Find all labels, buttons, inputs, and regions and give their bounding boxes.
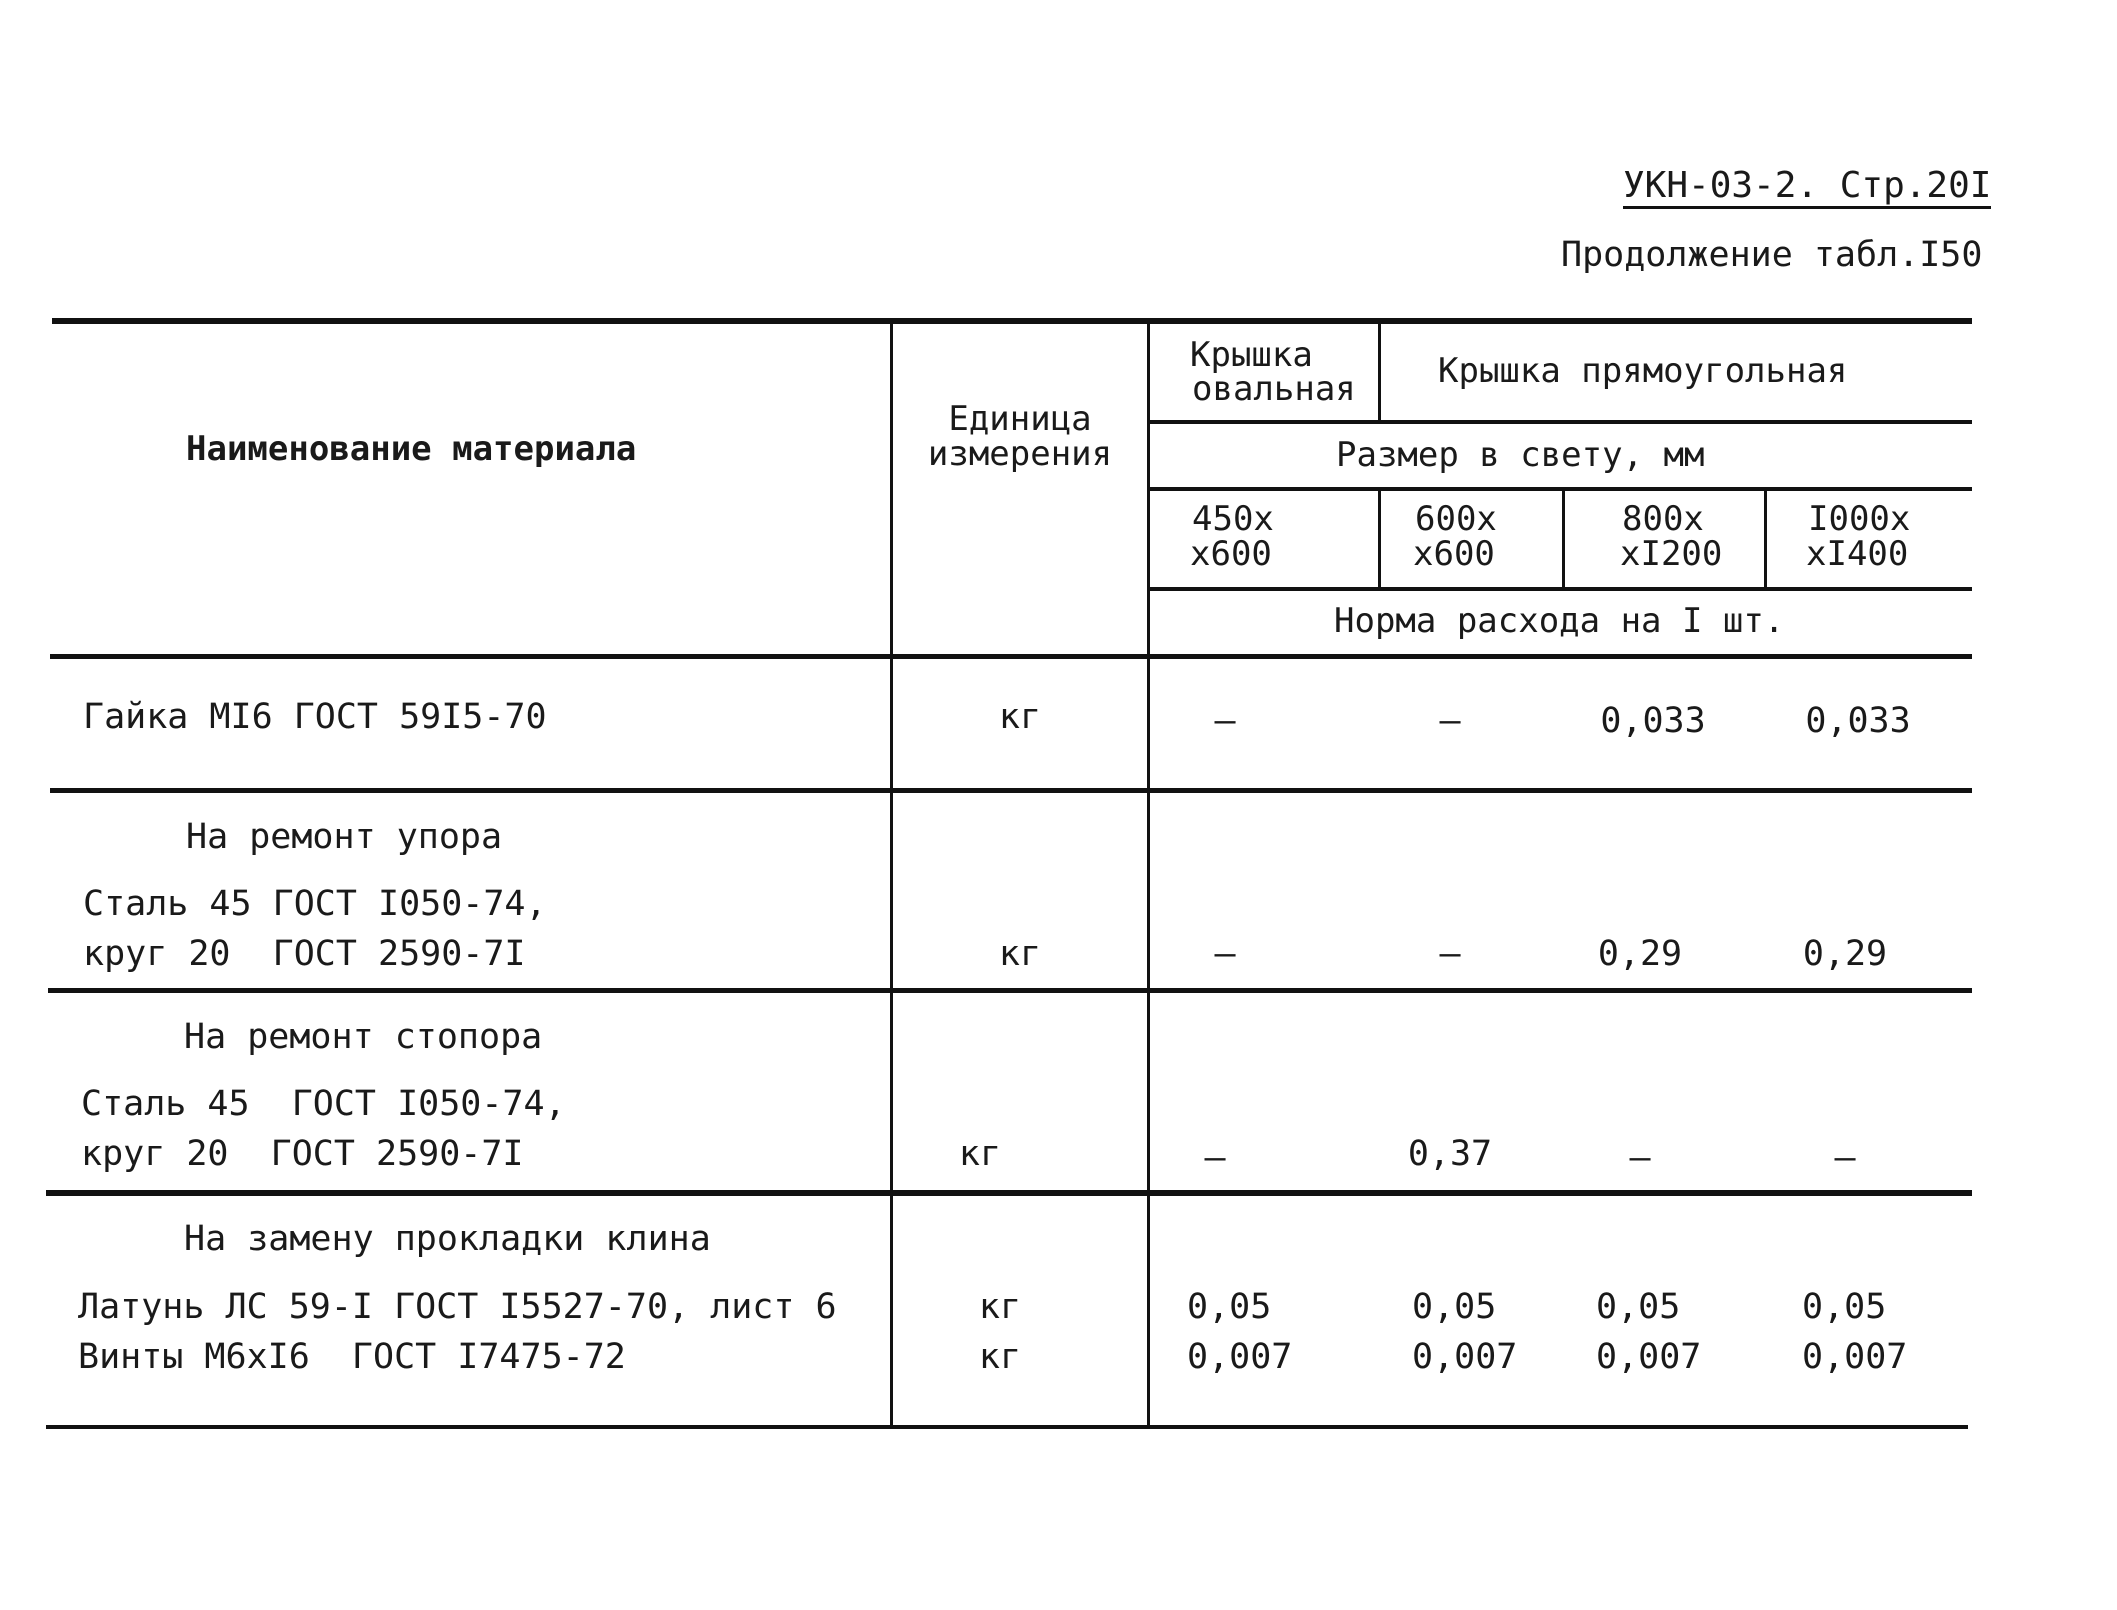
- row-value: 0,007: [1802, 1337, 1908, 1377]
- header-size-2-line1: 600х: [1415, 499, 1497, 539]
- header-size-4-line2: хI400: [1806, 534, 1909, 574]
- header-size-2-line2: х600: [1413, 534, 1495, 574]
- row-value: –: [1439, 934, 1461, 974]
- header-size-3-line2: хI200: [1620, 534, 1723, 574]
- header-unit-line1: Единица: [948, 399, 1092, 439]
- row-unit: кг: [978, 1287, 1022, 1327]
- row-value: –: [1834, 1138, 1856, 1178]
- header-size-1-line1: 450х: [1192, 499, 1274, 539]
- row-value: 0,29: [1802, 934, 1888, 974]
- row-unit: кг: [978, 1337, 1022, 1377]
- row-name: Сталь 45 ГОСТ I050-74,: [81, 1084, 566, 1124]
- row-value: 0,033: [1805, 701, 1911, 741]
- header-size: Размер в свету, мм: [1336, 435, 1705, 475]
- col-rule-name: [890, 318, 893, 1428]
- row-value: 0,007: [1187, 1337, 1293, 1377]
- row-value: 0,05: [1187, 1287, 1272, 1327]
- row-value: 0,05: [1802, 1287, 1887, 1327]
- col-rule-oval: [1378, 320, 1381, 422]
- header-size-4-line1: I000х: [1808, 499, 1911, 539]
- header-bottom-rule: [50, 654, 1972, 659]
- row-unit: кг: [998, 697, 1042, 737]
- row-name: Сталь 45 ГОСТ I050-74,: [83, 884, 547, 924]
- row-name: круг 20 ГОСТ 2590-7I: [81, 1134, 524, 1174]
- row-value: 0,007: [1596, 1337, 1702, 1377]
- header-rule-dims: [1148, 587, 1972, 591]
- row-value: 0,033: [1600, 701, 1706, 741]
- row-value: 0,007: [1412, 1337, 1518, 1377]
- header-unit-line2: измерения: [927, 434, 1113, 474]
- table-top-rule: [52, 318, 1972, 324]
- table-continuation-caption: Продолжение табл.I50: [1561, 235, 1983, 275]
- row-name: Гайка MI6 ГОСТ 59I5-70: [83, 697, 547, 737]
- col-rule-unit: [1147, 318, 1150, 1428]
- row-rule-2: [48, 988, 1972, 993]
- row-value: –: [1439, 701, 1461, 741]
- row-name: круг 20 ГОСТ 2590-7I: [83, 934, 526, 974]
- row-value: –: [1214, 934, 1236, 974]
- row-rule-3: [46, 1190, 1972, 1196]
- row-rule-1: [50, 788, 1972, 793]
- section-title: На замену прокладки клина: [184, 1219, 711, 1259]
- header-oval-line1: Крышка: [1190, 335, 1313, 375]
- row-value: 0,05: [1412, 1287, 1497, 1327]
- col-rule-dim-1: [1378, 489, 1381, 589]
- header-oval-line2: овальная: [1192, 369, 1356, 409]
- row-name: Винты M6хI6 ГОСТ I7475-72: [78, 1337, 626, 1377]
- row-value: –: [1204, 1138, 1226, 1178]
- col-rule-dim-2: [1562, 489, 1565, 589]
- row-unit: кг: [958, 1134, 1002, 1174]
- row-value: –: [1629, 1138, 1651, 1178]
- section-title: На ремонт стопора: [184, 1017, 543, 1057]
- row-name: Латунь ЛС 59-I ГОСТ I5527-70, лист 6: [78, 1287, 837, 1327]
- header-rect: Крышка прямоугольная: [1438, 351, 1848, 391]
- header-material-name: Наименование материала: [186, 429, 637, 469]
- page-reference: УКН-03-2. Стр.20I: [1623, 168, 1991, 209]
- section-title: На ремонт упора: [186, 817, 503, 857]
- table-bottom-rule: [46, 1425, 1968, 1429]
- col-rule-dim-3: [1764, 489, 1767, 589]
- row-value: 0,37: [1407, 1134, 1493, 1174]
- row-value: –: [1214, 701, 1236, 741]
- row-value: 0,29: [1597, 934, 1683, 974]
- header-rule-rect: [1148, 420, 1972, 424]
- header-size-1-line2: х600: [1190, 534, 1272, 574]
- header-rule-size: [1148, 487, 1972, 491]
- header-size-3-line1: 800х: [1622, 499, 1704, 539]
- header-norm: Норма расхода на I шт.: [1334, 601, 1785, 641]
- row-unit: кг: [998, 934, 1042, 974]
- row-value: 0,05: [1596, 1287, 1681, 1327]
